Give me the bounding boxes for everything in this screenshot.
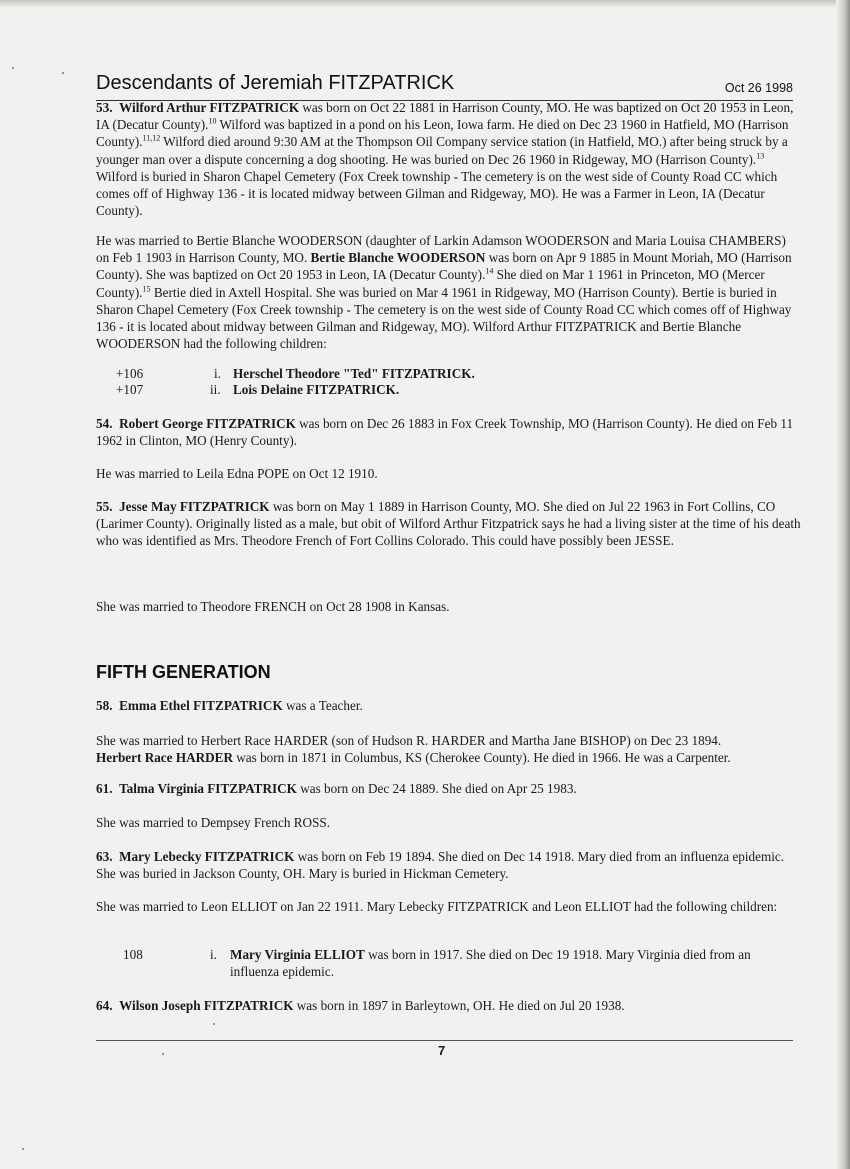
person-name: Wilford Arthur FITZPATRICK (119, 100, 300, 115)
spouse-name: Bertie Blanche WOODERSON (310, 250, 486, 266)
entry-text: Wilford died around 9:30 AM at the Thompson Oil Company service station (in Hatfield, MO.) after being struck by a younger man over a dispute concerning a dog shooting. He was buried on Dec 26 1960 in Ridgeway, MO (Harrison County). (96, 134, 788, 167)
entry-64 (96, 997, 802, 1014)
child-roman: i. (210, 947, 217, 962)
entry-61-paragraph (96, 780, 802, 797)
document-title: Descendants of Jeremiah FITZPATRICK (96, 72, 455, 94)
entry-53-paragraph (96, 99, 802, 219)
scan-speck (22, 1148, 24, 1150)
marriage-text: was born on Apr 9 1885 in Mount Moriah, MO (Harrison County). She was baptized on Oct 20 1953 in Leon, IA (Decatur County). (96, 250, 792, 283)
marriage-text: Bertie died in Axtell Hospital. She was buried on Mar 4 1961 in Ridgeway, MO (Harrison County). Bertie is buried in Sharon Chapel Cemetery (Fox Creek township - The cemetery is on the west side of County Road CC which comes off of Highway 136 - it is located about midway between Gilman and Ridgeway, MO). Wilford Arthur FITZPATRICK and Bertie Blanche WOODERSON had the following children: (96, 284, 792, 352)
entry-text: Wilford was baptized in a pond on his Leon, Iowa farm. He died on Dec 23 1960 in Hatfield, MO (Harrison County). (96, 117, 789, 150)
entry-58-paragraph (96, 697, 802, 714)
marriage-58-paragraph (96, 732, 802, 766)
person-name: Mary Lebecky FITZPATRICK (119, 849, 295, 864)
footnote-ref: 13 (756, 151, 765, 161)
entry-text: Wilford is buried in Sharon Chapel Cemetery (Fox Creek township - The cemetery is on the west side of County Road CC which comes off of Highway 136 - it is located midway between Gilman and Ridgeway, MO). He was a Farmer in Leon, IA (Decatur County). (96, 168, 778, 219)
child-name: Lois Delaine FITZPATRICK. (233, 382, 400, 397)
entry-53 (96, 99, 802, 219)
entry-number: 53. (96, 100, 113, 115)
child-roman: i. (214, 366, 221, 381)
child-name: Mary Virginia ELLIOT (230, 947, 365, 962)
entry-63-paragraph (96, 848, 802, 882)
scan-speck (62, 72, 64, 74)
marriage-text: She was married to Dempsey French ROSS. (96, 815, 331, 830)
child-roman: ii. (210, 382, 221, 397)
entry-number: 64. (96, 998, 113, 1013)
entry-54-paragraph (96, 415, 802, 449)
footnote-ref: 11,12 (142, 134, 161, 144)
marriage-53 (96, 232, 802, 352)
marriage-text: She was married to Herbert Race HARDER (son of Hudson R. HARDER and Martha Jane BISHOP) on Dec 23 1894. (96, 733, 722, 748)
entry-text: was born on Dec 26 1883 in Fox Creek Township, MO (Harrison County). He died on Feb 11 1962 in Clinton, MO (Henry County). (96, 416, 794, 449)
spouse-text: was born in 1871 in Columbus, KS (Cherokee County). He died in 1966. He was a Carpenter. (232, 750, 731, 766)
marriage-58 (96, 732, 802, 766)
entry-61 (96, 780, 802, 797)
entry-text: was born in 1897 in Barleytown, OH. He died on Jul 20 1938. (293, 998, 625, 1013)
marriage-53-paragraph (96, 232, 802, 352)
marriage-54 (96, 465, 802, 482)
footnote-ref: 15 (142, 284, 151, 294)
entry-text: was born on May 1 1889 in Harrison County, MO. She died on Jul 22 1963 in Fort Collins, CO (Larimer County). Originally listed as a male, but obit of Wilford Arthur Fitzpatrick says he had a living sister at the time of his death who was identified as Mrs. Theodore French of Fort Collins Colorado. This could have possibly been JESSE. (96, 499, 801, 549)
marriage-text: She was married to Leon ELLIOT on Jan 22 1911. Mary Lebecky FITZPATRICK and Leon ELLIOT had the following children: (96, 899, 778, 914)
entry-text: was a Teacher. (282, 698, 363, 713)
entry-55 (96, 498, 802, 550)
scan-edge-top (0, 0, 850, 8)
entry-63 (96, 848, 802, 882)
person-name: Wilson Joseph FITZPATRICK (119, 998, 294, 1013)
child-text: was born in 1917. She died on Dec 19 1918. Mary Virginia died from an influenza epidemic. (230, 947, 751, 979)
footnote-ref: 10 (208, 116, 217, 126)
marriage-55 (96, 598, 802, 615)
marriage-text: He was married to Leila Edna POPE on Oct 12 1910. (96, 466, 378, 481)
scan-edge-right (836, 0, 850, 1169)
person-name: Emma Ethel FITZPATRICK (119, 698, 283, 713)
scan-speck (12, 67, 14, 69)
document-date: Oct 26 1998 (724, 81, 793, 95)
person-name: Jesse May FITZPATRICK (119, 499, 270, 514)
marriage-text: She was married to Theodore FRENCH on Oct 28 1908 in Kansas. (96, 599, 450, 614)
marriage-61 (96, 814, 802, 831)
entry-number: 63. (96, 849, 113, 864)
page-number: 7 (438, 1043, 446, 1058)
child-id: 108 (123, 947, 143, 962)
footnote-ref: 14 (485, 267, 494, 277)
entry-text: was born on Oct 22 1881 in Harrison County, MO. He was baptized on Oct 20 1953 in Leon, IA (Decatur County). (96, 100, 794, 133)
marriage-text: She died on Mar 1 1961 in Princeton, MO (Mercer County). (96, 267, 765, 300)
page-header (96, 74, 793, 101)
child-entry (230, 946, 802, 980)
scan-speck (213, 1023, 215, 1025)
marriage-text: He was married to Bertie Blanche WOODERSON (daughter of Larkin Adamson WOODERSON and Maria Louisa CHAMBERS) on Feb 1 1903 in Harrison County, MO. (96, 233, 786, 266)
entry-number: 58. (96, 698, 113, 713)
child-name: Herschel Theodore "Ted" FITZPATRICK. (233, 366, 475, 381)
child-id: +106 (116, 366, 144, 381)
spouse-name: Herbert Race HARDER (96, 750, 233, 766)
entry-58 (96, 697, 802, 714)
entry-number: 54. (96, 416, 113, 431)
generation-heading: FIFTH GENERATION (96, 662, 271, 682)
entry-54 (96, 415, 802, 449)
child-id: +107 (116, 382, 144, 397)
footer-rule (96, 1040, 793, 1041)
scan-speck (162, 1053, 164, 1055)
entry-64-paragraph (96, 997, 802, 1014)
marriage-63 (96, 898, 802, 915)
person-name: Talma Virginia FITZPATRICK (119, 781, 297, 796)
entry-55-paragraph (96, 498, 802, 550)
entry-text: was born on Feb 19 1894. She died on Dec 14 1918. Mary died from an influenza epidemic. She was buried in Jackson County, OH. Mary is buried in Hickman Cemetery. (96, 849, 785, 882)
person-name: Robert George FITZPATRICK (119, 416, 296, 431)
entry-number: 61. (96, 781, 113, 796)
entry-text: was born on Dec 24 1889. She died on Apr 25 1983. (296, 781, 577, 796)
entry-number: 55. (96, 499, 113, 514)
